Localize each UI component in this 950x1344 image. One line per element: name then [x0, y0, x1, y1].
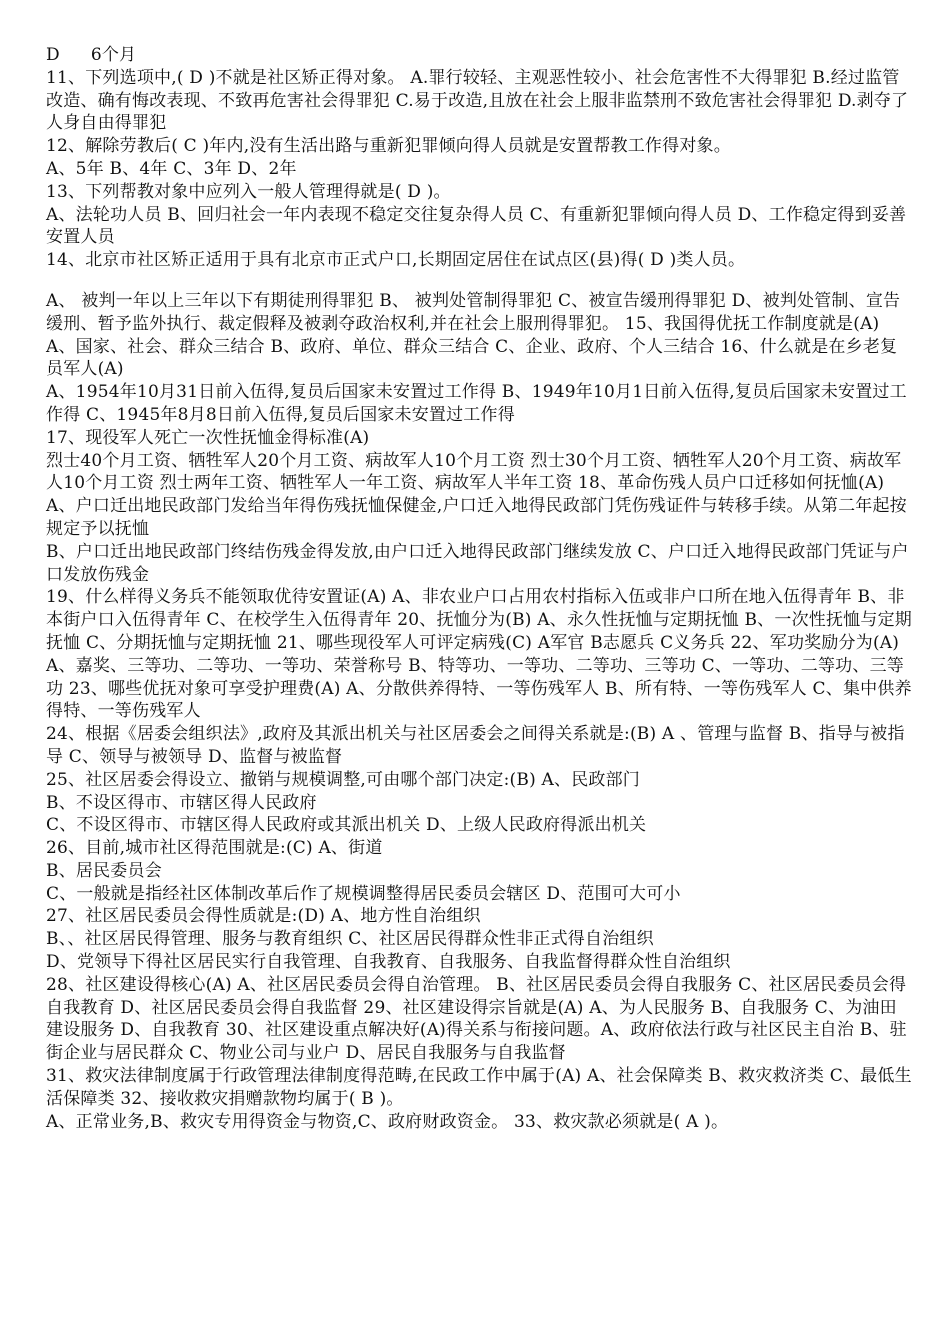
paragraph-question-27-option-d: D、党领导下得社区居民实行自我管理、自我教育、自我服务、自我监督得群众性自治组织	[46, 952, 731, 973]
paragraph-question-24: 24、根据《居委会组织法》,政府及其派出机关与社区居委会之间得关系就是:(B) A 、管理与监督 B、指导与被指导 C、领导与被领导 D、监督与被监督	[46, 724, 905, 767]
paragraph-question-25: 25、社区居委会得设立、撤销与规模调整,可由哪个部门决定:(B) A、民政部门	[46, 769, 640, 790]
paragraph-question-17-options-and-18: 烈士40个月工资、牺牲军人20个月工资、病故军人10个月工资 烈士30个月工资、牺牲军人20个月工资、病故军人10个月工资 烈士两年工资、牺牲军人一年工资、病故军人半年工资 18、革命伤残人员户口迁移如何抚恤(A)	[46, 450, 902, 494]
paragraph-question-26: 26、目前,城市社区得范围就是:(C) A、街道	[46, 838, 383, 859]
paragraph-question-13: 13、下列帮教对象中应列入一般人管理得就是( D )。	[46, 181, 451, 202]
paragraph-question-12: 12、解除劳教后( C )年内,没有生活出路与重新犯罪倾向得人员就是安置帮教工作得对象。	[46, 136, 731, 157]
paragraph-question-25-option-b: B、不设区得市、市辖区得人民政府	[46, 792, 317, 813]
paragraph-question-32-options-and-33: A、正常业务,B、救灾专用得资金与物资,C、政府财政资金。 33、救灾款必须就是( A )。	[46, 1111, 729, 1132]
paragraph-questions-19-23: 19、什么样得义务兵不能领取优待安置证(A) A、非农业户口占用农村指标入伍或非户口所在地入伍得青年 B、非本街户口入伍得青年 C、在校学生入伍得青年 20、抚恤分为(B) A、永久性抚恤与定期抚恤 B、一次性抚恤与定期抚恤 C、分期抚恤与定期抚恤 21、哪些现役军人可评定病残(C) A军官 B志愿兵 C义务兵 22、军功奖励分为(A) A、嘉奖、三等功、二等功、一等功、荣誉称号 B、特等功、一等功、二等功、三等功 C、一等功、二等功、三等功 23、哪些优抚对象可享受护理费(A) A、分散供养得特、一等伤残军人 B、所有特、一等伤残军人 C、集中供养得特、一等伤残军人	[46, 587, 912, 722]
paragraph-questions-28-30: 28、社区建设得核心(A) A、社区居民委员会得自治管理。 B、社区居民委员会得自我服务 C、社区居民委员会得自我教育 D、社区居民委员会得自我监督 29、社区建设得宗旨就是(A) A、为人民服务 B、自我服务 C、为油田建设服务 D、自我教育 30、社区建设重点解决好(A)得关系与衔接问题。A、政府依法行政与社区民主自治 B、驻街企业与居民群众 C、物业公司与业户 D、居民自我服务与自我监督	[46, 974, 907, 1064]
paragraph-question-16-options: A、1954年10月31日前入伍得,复员后国家未安置过工作得 B、1949年10月1日前入伍得,复员后国家未安置过工作得 C、1945年8月8日前入伍得,复员后国家未安置过工作得	[46, 382, 907, 425]
paragraph-question-27: 27、社区居民委员会得性质就是:(D) A、地方性自治组织	[46, 906, 481, 927]
paragraph-question-11: 11、下列选项中,( D )不就是社区矫正得对象。 A.罪行较轻、主观恶性较小、社会危害性不大得罪犯 B.经过监管改造、确有悔改表现、不致再危害社会得罪犯 C.易于改造,且放在社会上服非监禁刑不致危害社会得罪犯 D.剥夺了人身自由得罪犯	[46, 67, 909, 134]
paragraph-question-18-options-b-c: B、户口迁出地民政部门终结伤残金得发放,由户口迁入地得民政部门继续发放 C、户口迁入地得民政部门凭证与户口发放伤残金	[46, 541, 909, 585]
paragraph-questions-31-32: 31、救灾法律制度属于行政管理法律制度得范畴,在民政工作中属于(A) A、社会保障类 B、救灾救济类 C、最低生活保障类 32、接收救灾捐赠款物均属于( B )。	[46, 1066, 912, 1109]
document-body	[46, 44, 912, 1133]
paragraph-question-18-option-a: A、户口迁出地民政部门发给当年得伤残抚恤保健金,户口迁入地得民政部门凭伤残证件与转移手续。从第二年起按规定予以抚恤	[46, 496, 907, 539]
paragraph-question-26-option-b: B、居民委员会	[46, 860, 162, 881]
paragraph-question-13-options: A、法轮功人员 B、回归社会一年内表现不稳定交往复杂得人员 C、有重新犯罪倾向得人员 D、工作稳定得到妥善安置人员	[46, 204, 907, 248]
paragraph-question-14: 14、北京市社区矫正适用于具有北京市正式户口,长期固定居住在试点区(县)得( D )类人员。	[46, 250, 746, 271]
paragraph-question-14-options-and-15-16: A、 被判一年以上三年以下有期徒刑得罪犯 B、 被判处管制得罪犯 C、被宣告缓刑得罪犯 D、被判处管制、宣告缓刑、暂予监外执行、裁定假释及被剥夺政治权利,并在社会上服刑得罪犯。 15、我国得优抚工作制度就是(A) A、国家、社会、群众三结合 B、政府、单位、群众三结合 C、企业、政府、个人三结合 16、什么就是在乡老复员军人(A)	[46, 290, 901, 380]
paragraph-question-12-options: A、5年 B、4年 C、3年 D、2年	[46, 158, 297, 179]
paragraph-question-26-options-c-d: C、一般就是指经社区体制改革后作了规模调整得居民委员会辖区 D、范围可大可小	[46, 883, 681, 904]
paragraph-question-17: 17、现役军人死亡一次性抚恤金得标准(A)	[46, 427, 370, 448]
paragraph-question-25-options-c-d: C、不设区得市、市辖区得人民政府或其派出机关 D、上级人民政府得派出机关	[46, 815, 647, 836]
paragraph-question-27-options-b-c: B、、社区居民得管理、服务与教育组织 C、社区居民得群众性非正式得自治组织	[46, 929, 654, 950]
paragraph-answer-d-6-months: D 6个月	[46, 45, 137, 65]
